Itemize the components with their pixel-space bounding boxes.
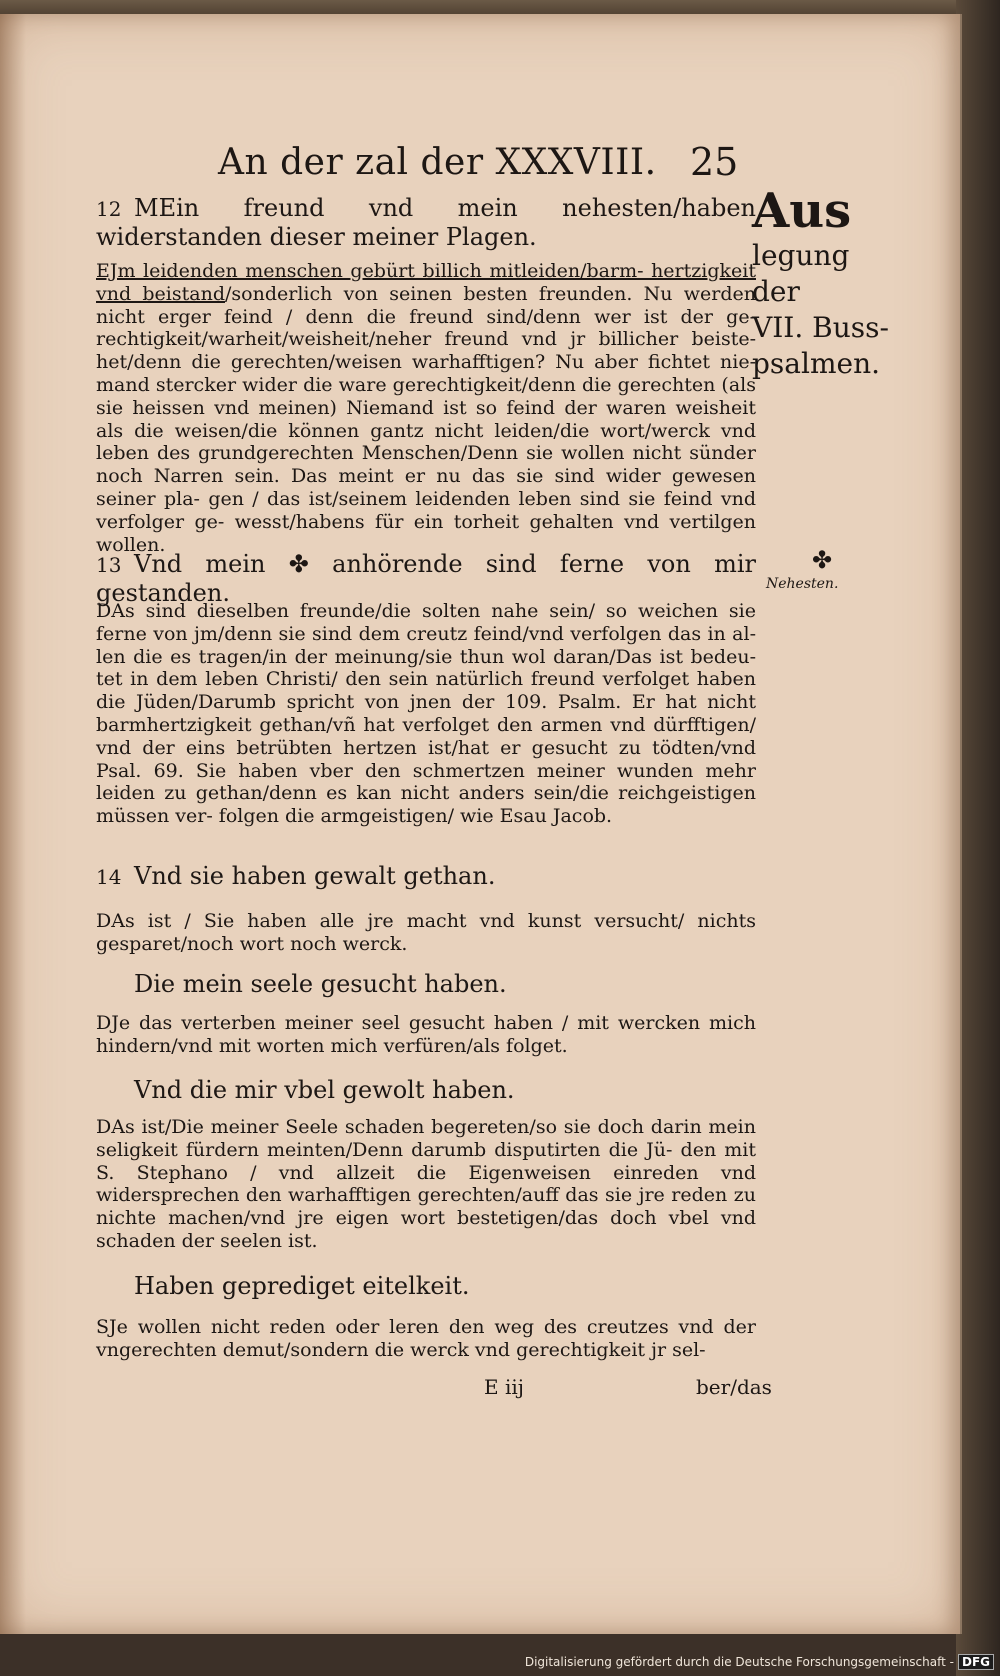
verse-number: 13 [96,553,122,577]
folio-number: 25 [690,140,739,184]
side-title-line-3: VII. Buss- [752,311,889,344]
commentary-text: SJe wollen nicht reden oder leren den weg des creutzes vnd der vngerechten demut/sondern die werck vnd gerechtigkeit jr sel- [96,1316,756,1361]
verse-12-commentary [96,260,756,556]
verse-12-heading [96,194,756,251]
phrase-4-heading: Haben geprediget eitelkeit. [134,1272,470,1300]
side-title-line-4: psalmen. [752,347,880,380]
side-title-line-2: legung der [752,239,850,308]
verse-14-heading [96,862,756,891]
commentary-text: DAs ist / Sie haben alle jre macht vnd kunst versucht/ nichts gesparet/noch wort noch werck. [96,910,756,955]
verse-text: Vnd sie haben gewalt gethan. [134,862,496,890]
margin-marker-glyph: ✤ [812,546,833,574]
phrase-2-commentary [96,1012,756,1058]
side-title [752,184,892,382]
dfg-logo: DFG [958,1654,994,1670]
binding-shadow [0,14,26,1634]
underlined-phrase: EJm leidenden menschen gebürt billich mitleiden/barm- hertzigkeit vnd beistand [96,260,756,305]
book-page [0,14,962,1634]
margin-note: Nehesten. [766,576,839,592]
signature-mark: E iij [484,1375,524,1399]
book-right-edge [956,0,1000,1676]
phrase-3-commentary [96,1116,756,1253]
commentary-text: /sonderlich von seinen besten freunden. Nu werden nicht erger feind / denn die freund sind/denn wer ist der ge- rechtigkeit/warheit/weisheit/neher freund vnd jr billicher beiste- het/denn die gerechten/weisen warhafftigen? Nu aber fichtet nie- mand stercker wider die ware gerechtigkeit/denn die gerechten (als sie heissen vnd meinen) Niemand ist so feind der waren weisheit als die weisen/die können gantz nicht leiden/die wort/werck vnd leben des grundgerechten Menschen/Denn sie wollen nicht sünder noch Narren sein. Das meint er nu das sie sind wider gewesen seiner pla- gen / das ist/seinem leidenden leben sind sie feind vnd verfolger ge- wesst/habens für ein torheit gehalten vnd vertilgen wollen. [96,282,756,556]
phrase-4-commentary [96,1316,756,1362]
running-head: An der zal der XXXVIII. [218,142,657,183]
verse-text: Vnd mein ✤ anhörende sind ferne von mir gestanden. [96,550,756,607]
credit-text: Digitalisierung gefördert durch die Deutsche Forschungsgemeinschaft - [524,1655,954,1669]
verse-number: 12 [96,197,122,221]
digitization-credit [525,1654,994,1670]
phrase-2-heading: Die mein seele gesucht haben. [134,970,507,998]
verse-number: 14 [96,865,122,889]
verse-14-commentary [96,910,756,956]
side-title-line-1: Aus [752,183,852,239]
phrase-3-heading: Vnd die mir vbel gewolt haben. [134,1076,515,1104]
commentary-text: DAs ist/Die meiner Seele schaden begereten/so sie doch darin mein seligkeit fürdern meinten/Denn darumb disputirten die Jü- den mit S. Stephano / vnd allzeit die Eigenweisen einreden vnd widersprechen den warhafftigen gerechten/auff das sie jre reden zu nichte machen/vnd jre eigen wort bestetigen/das doch vbel vnd schaden der seelen ist. [96,1116,756,1252]
verse-text: MEin freund vnd mein nehesten/haben widerstanden dieser meiner Plagen. [96,194,756,251]
commentary-text: DAs sind dieselben freunde/die solten nahe sein/ so weichen sie ferne von jm/denn sie sind dem creutz feind/vnd verfolgen das in al- len die es tragen/in der meinung/sie thun wol daran/Das ist bedeu- tet in dem leben Christi/ den sein natürlich freund verfolget haben die Jüden/Darumb spricht von jnen der 109. Psalm. Er hat nicht barmhertzigkeit gethan/vñ hat verfolget den armen vnd dürfftigen/ vnd der eins betrübten hertzen ist/hat er gesucht zu tödten/vnd Psal. 69. Sie haben vber den schmertzen meiner wunden mehr leiden zu gethan/denn es kan nicht anders sein/die reichgeistigen müssen ver- folgen die armgeistigen/ wie Esau Jacob. [96,600,756,828]
verse-13-heading [96,550,756,607]
catchword: ber/das [696,1375,772,1399]
commentary-text: DJe das verterben meiner seel gesucht haben / mit wercken mich hindern/vnd mit worten mich verfüren/als folget. [96,1012,756,1057]
verse-13-commentary [96,600,756,828]
